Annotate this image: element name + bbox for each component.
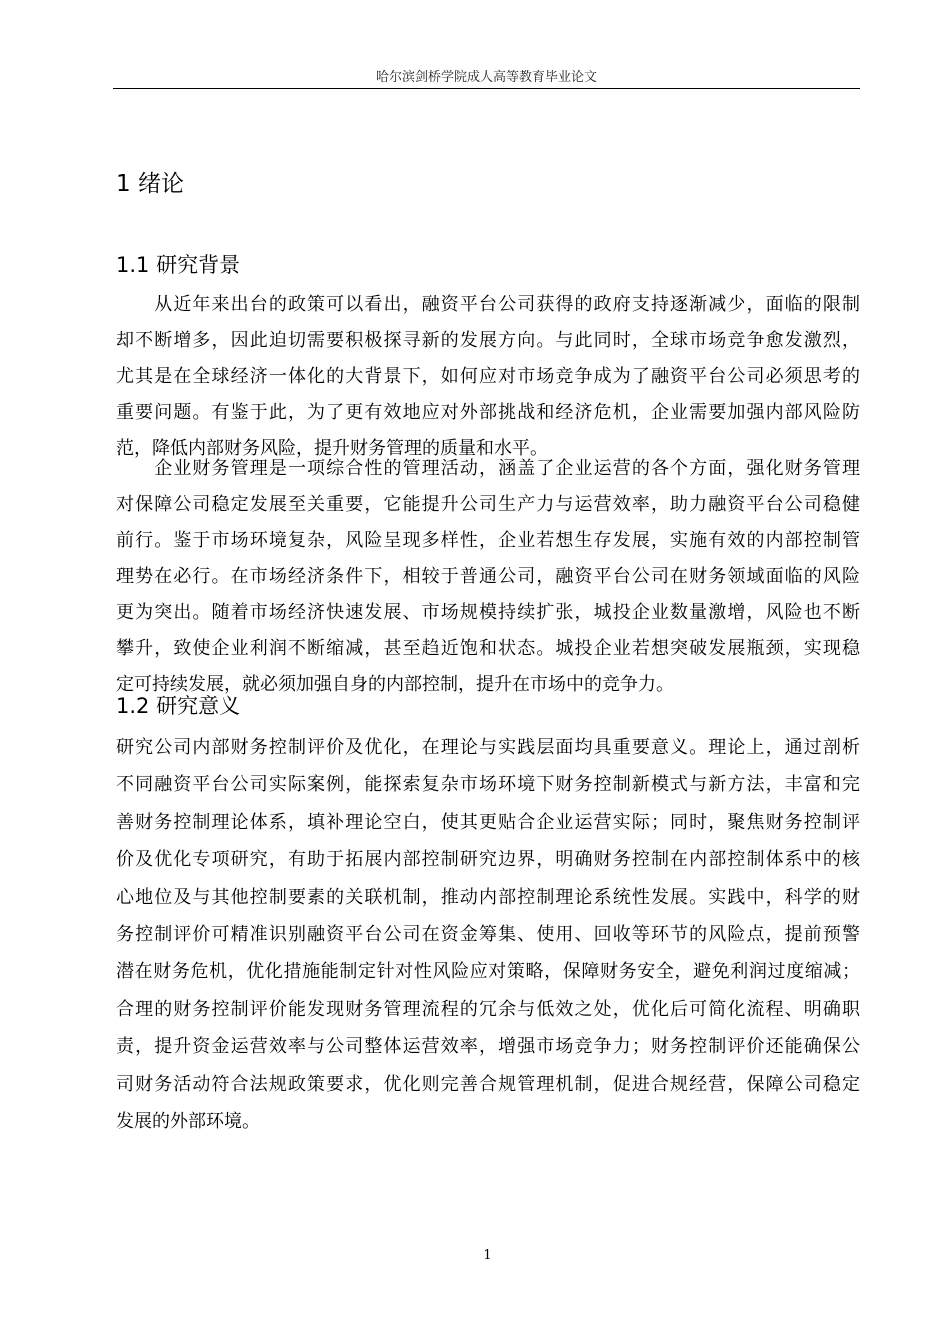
text-line: 发展的外部环境。 bbox=[116, 1110, 260, 1132]
text-line: 潜在财务危机，优化措施能制定针对性风险应对策略，保障财务安全，避免利润过度缩减； bbox=[116, 961, 860, 983]
text-line: 研究公司内部财务控制评价及优化，在理论与实践层面均具重要意义。理论上，通过剖析 bbox=[116, 737, 860, 758]
text-line: 心地位及与其他控制要素的关联机制，推动内部控制理论系统性发展。实践中，科学的财 bbox=[116, 886, 860, 908]
text-line: 合理的财务控制评价能发现财务管理流程的冗余与低效之处，优化后可简化流程、明确职 bbox=[116, 998, 860, 1020]
text-line: 理势在必行。在市场经济条件下，相较于普通公司，融资平台公司在财务领域面临的风险 bbox=[116, 566, 860, 587]
paragraph-significance bbox=[116, 729, 860, 1140]
text-line: 攀升，致使企业利润不断缩减，甚至趋近饱和状态。城投企业若想突破发展瓶颈，实现稳 bbox=[116, 638, 860, 659]
text-line: 司财务活动符合法规政策要求，优化则完善合规管理机制，促进合规经营，保障公司稳定 bbox=[116, 1073, 860, 1095]
text-line: 责，提升资金运营效率与公司整体运营效率，增强市场竞争力；财务控制评价还能确保公 bbox=[116, 1036, 860, 1058]
text-line: 企业财务管理是一项综合性的管理活动，涵盖了企业运营的各个方面，强化财务管理 bbox=[116, 458, 860, 479]
text-line: 却不断增多，因此迫切需要积极探寻新的发展方向。与此同时，全球市场竞争愈发激烈， bbox=[116, 330, 860, 351]
chapter-title: 1 绪论 bbox=[116, 171, 184, 197]
text-line: 重要问题。有鉴于此，为了更有效地应对外部挑战和经济危机，企业需要加强内部风险防 bbox=[116, 402, 860, 423]
header-rule bbox=[113, 88, 860, 89]
text-line: 务控制评价可精准识别融资平台公司在资金筹集、使用、回收等环节的风险点，提前预警 bbox=[116, 923, 860, 945]
text-line: 对保障公司稳定发展至关重要，它能提升公司生产力与运营效率，助力融资平台公司稳健 bbox=[116, 494, 860, 515]
section-title-1-2: 1.2 研究意义 bbox=[116, 694, 241, 718]
text-line: 前行。鉴于市场环境复杂，风险呈现多样性，企业若想生存发展，实施有效的内部控制管 bbox=[116, 530, 860, 551]
text-line: 价及优化专项研究，有助于拓展内部控制研究边界，明确财务控制在内部控制体系中的核 bbox=[116, 849, 860, 871]
text-line: 定可持续发展，就必须加强自身的内部控制，提升在市场中的竞争力。 bbox=[116, 674, 674, 695]
text-line: 善财务控制理论体系，填补理论空白，使其更贴合企业运营实际；同时，聚焦财务控制评 bbox=[116, 811, 860, 833]
text-line: 更为突出。随着市场经济快速发展、市场规模持续扩张，城投企业数量激增，风险也不断 bbox=[116, 602, 860, 623]
text-line: 不同融资平台公司实际案例，能探索复杂市场环境下财务控制新模式与新方法，丰富和完 bbox=[116, 774, 860, 796]
text-line: 从近年来出台的政策可以看出，融资平台公司获得的政府支持逐渐减少，面临的限制 bbox=[116, 294, 860, 315]
page-number: 1 bbox=[483, 1248, 492, 1263]
section-title-1-1: 1.1 研究背景 bbox=[116, 253, 241, 277]
paragraph-background-1 bbox=[116, 287, 860, 467]
running-header: 哈尔滨剑桥学院成人高等教育毕业论文 bbox=[375, 70, 597, 85]
text-line: 范，降低内部财务风险，提升财务管理的质量和水平。 bbox=[116, 438, 548, 459]
paragraph-background-2 bbox=[116, 451, 860, 703]
text-line: 尤其是在全球经济一体化的大背景下，如何应对市场竞争成为了融资平台公司必须思考的 bbox=[116, 366, 860, 387]
